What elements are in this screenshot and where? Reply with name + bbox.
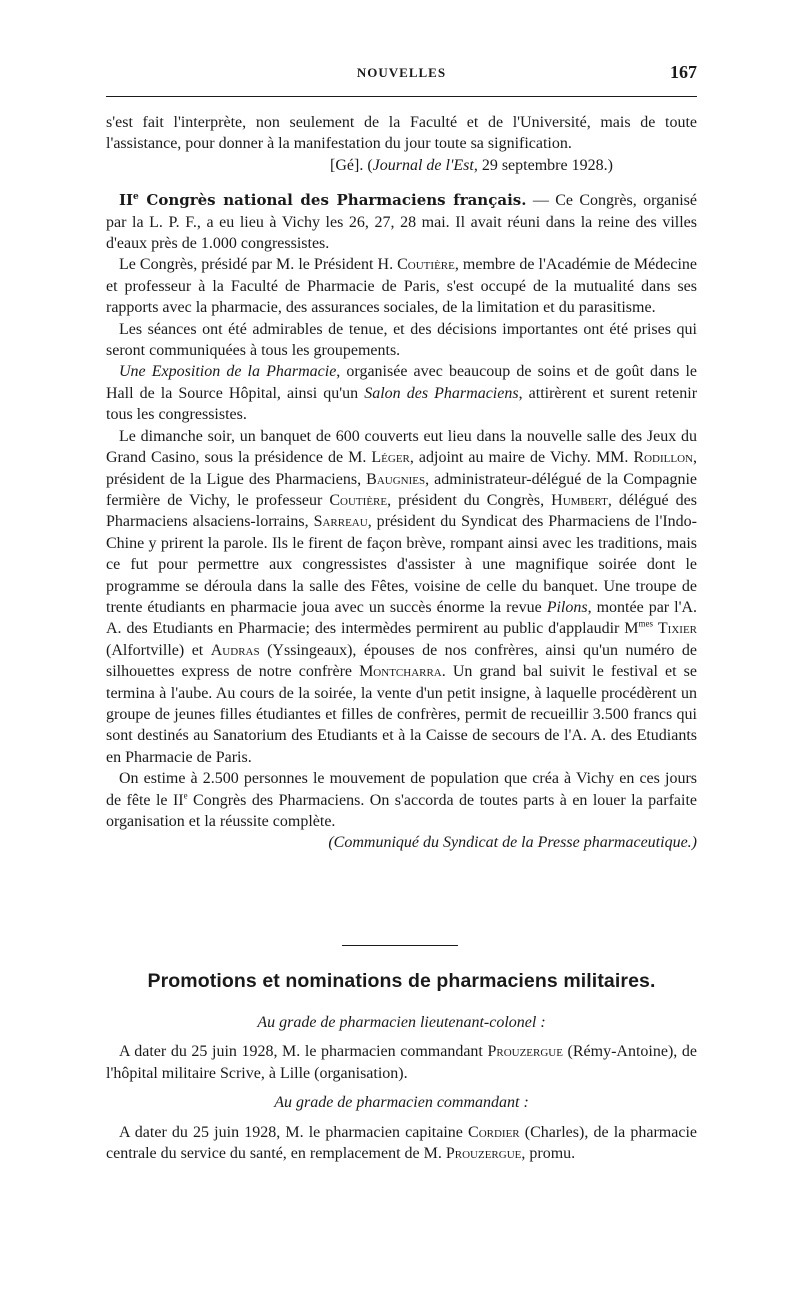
paragraph: Le Congrès, présidé par M. le Président H. Coutière, membre de l'Académie de Médecine et professeur à la Faculté de Pharmacie de Paris, s'est occupé de la mutualité dans ses rapports avec la pharmacie, des assurances sociales, de la limitation et du parasitisme. <box>106 256 697 317</box>
promotions-body <box>106 1012 697 1164</box>
grade-heading: Au grade de pharmacien lieutenant-colonel : <box>257 1014 546 1031</box>
paragraph: A dater du 25 juin 1928, M. le pharmacien commandant Prouzergue (Rémy-Antoine), de l'hôpital militaire Scrive, à Lille (organisation). <box>106 1043 697 1082</box>
paragraph: Les séances ont été admirables de tenue, et des décisions importantes ont été prises qui seront communiquées à tous les groupements. <box>106 320 697 360</box>
header-rule <box>106 96 697 97</box>
section-divider <box>342 945 458 946</box>
section-title: Promotions et nominations de pharmaciens militaires. <box>147 970 656 992</box>
article-body <box>106 112 697 854</box>
paragraph: On estime à 2.500 personnes le mouvement de population que créa à Vichy en ces jours de fête le IIe Congrès des Pharmaciens. On s'accorda de toutes parts à en louer la parfaite organisation et la réussite complète. <box>106 770 698 830</box>
running-head: NOUVELLES <box>356 65 447 80</box>
paragraph: Une Exposition de la Pharmacie, organisée avec beaucoup de soins et de goût dans le Hall de la Source Hôpital, ainsi qu'un Salon des Pharmaciens, attirèrent et surent retenir tous les congressistes. <box>106 363 698 424</box>
grade-heading: Au grade de pharmacien commandant : <box>274 1094 529 1112</box>
paragraph: A dater du 25 juin 1928, M. le pharmacien capitaine Cordier (Charles), de la pharmacie centrale du service du santé, en remplacement de M. Prouzergue, promu. <box>106 1123 697 1163</box>
congres-heading: IIe Congrès national des Pharmaciens français. <box>119 191 527 210</box>
paragraph: Le dimanche soir, un banquet de 600 couverts eut lieu dans la nouvelle salle des Jeux du Grand Casino, sous la présidence de M. Léger, adjoint au maire de Vichy. MM. Rodillon, président de la Ligue des Pharmaciens, Baugnies, administrateur-délégué de la Compagnie fermière de Vichy, le professeur Coutière, président du Congrès, Humbert, délégué des Pharmaciens alsaciens-lorrains, Sarreau, président du Syndicat des Pharmaciens de l'IndoChine y prirent la parole. Ils le firent de façon brève, rompant ainsi avec les traditions, mais ce fut pour permettre aux congressistes d'assister à une magnifique soirée dont le programme se déroula dans la salle des Fêtes, voisine de celle du banquet. Une troupe de trente étudiants en pharmacie joua avec un succès énorme la revue Pilons, montée par l'A. A. des Etudiants en Pharmacie; des intermèdes permirent au public d'applaudir $M^{mes}$ Tixier (Alfortville) et Audras (Yssingeaux), épouses de nos confrères, ainsi qu'un numéro de silhouettes express de notre confrère Montcharra. Un grand bal suivit le festival et se termina à l'aube. Au cours de la soirée, la vente d'un petit insigne, à laquelle procédèrent un groupe de jeunes filles étudiantes et filles de confrères, permit de recueillir 3.500 francs qui sont destinés au Sanatorium des Etudiants et à la Caisse de secours de l'A. A. des Etudiants en Pharmacie de Paris. <box>106 427 698 766</box>
source-citation: (Communiqué du Syndicat de la Presse pharmaceutique.) <box>328 834 697 852</box>
paragraph: s'est fait l'interprète, non seulement de la Faculté et de l'Université, mais de toute l'assistance, pour donner à la manifestation du jour toute sa signification. [Gé]. (Journal de l'Est, 29 septembre 1928.) <box>106 114 697 174</box>
page-number: 167 <box>670 62 697 82</box>
page-header <box>106 62 697 86</box>
congres-paragraph: IIe Congrès national des Pharmaciens français. — Ce Congrès, organisé par la L. P. F., a eu lieu à Vichy les 26, 27, 28 mai. Il avait réuni dans la reine des villes d'eaux près de 1.000 congressistes. <box>106 191 698 253</box>
